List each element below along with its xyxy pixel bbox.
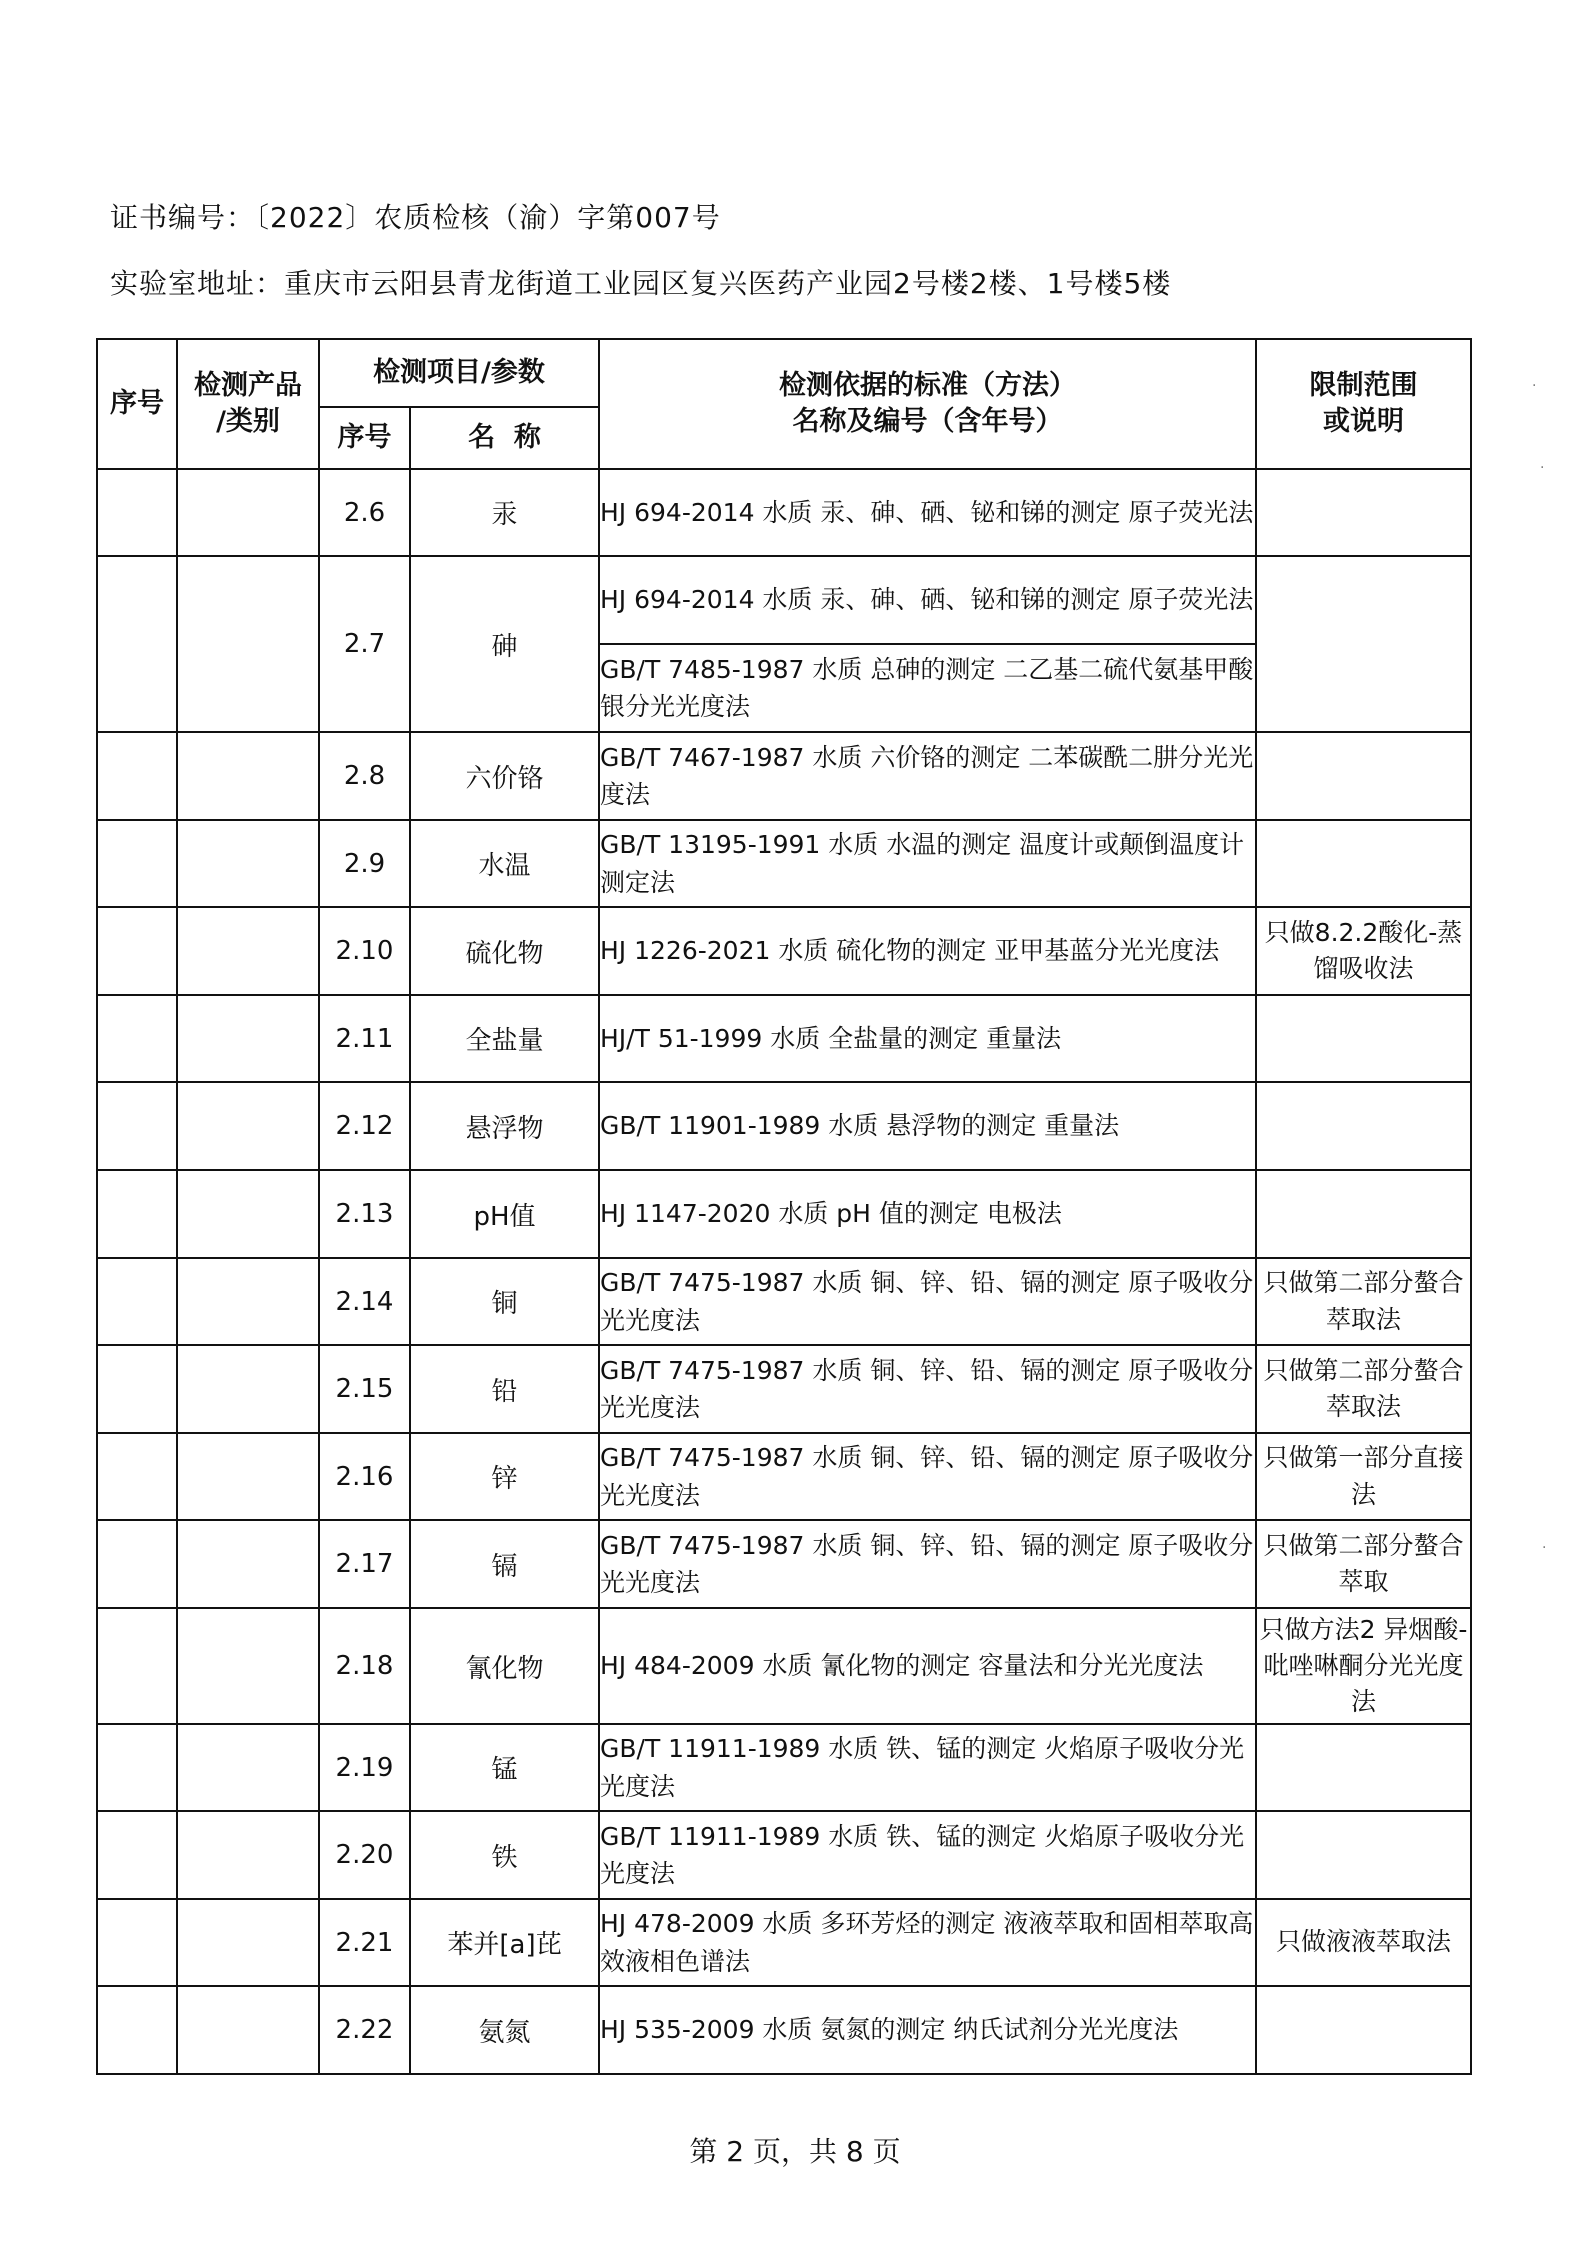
cell-item-name: 全盐量 xyxy=(410,995,599,1082)
cell-product xyxy=(177,469,319,556)
cell-serial xyxy=(97,469,177,556)
cell-serial xyxy=(97,1811,177,1899)
header-item-name: 名 称 xyxy=(410,407,599,469)
cell-item-name: 硫化物 xyxy=(410,907,599,995)
table-row xyxy=(97,1433,1471,1520)
cell-product xyxy=(177,732,319,820)
table-row xyxy=(97,820,1471,907)
certificate-number-value: 〔2022〕农质检核（渝）字第007号 xyxy=(255,201,721,234)
cell-item-name: 锰 xyxy=(410,1724,599,1811)
table-row xyxy=(97,1082,1471,1170)
cell-serial xyxy=(97,1433,177,1520)
cell-item-no: 2.6 xyxy=(319,469,410,556)
cell-item-name: 氰化物 xyxy=(410,1608,599,1724)
header-product-category xyxy=(177,339,319,469)
cell-item-no: 2.17 xyxy=(319,1520,410,1608)
cell-standard: HJ 694-2014 水质 汞、砷、硒、铋和锑的测定 原子荧光法 xyxy=(599,556,1256,644)
header-limit-line2: 或说明 xyxy=(1323,406,1404,437)
cell-serial xyxy=(97,1986,177,2074)
cell-item-name: 砷 xyxy=(410,556,599,732)
cell-product xyxy=(177,1170,319,1258)
cell-standard: GB/T 7467-1987 水质 六价铬的测定 二苯碳酰二肼分光光度法 xyxy=(599,732,1256,820)
cell-limit xyxy=(1256,732,1471,820)
cell-standard: HJ 1226-2021 水质 硫化物的测定 亚甲基蓝分光光度法 xyxy=(599,907,1256,995)
table-row xyxy=(97,1899,1471,1986)
table-row xyxy=(97,995,1471,1082)
cell-product xyxy=(177,1899,319,1986)
cell-standard: GB/T 7475-1987 水质 铜、锌、铅、镉的测定 原子吸收分光光度法 xyxy=(599,1345,1256,1433)
cell-limit: 只做8.2.2酸化-蒸馏吸收法 xyxy=(1256,907,1471,995)
table-row xyxy=(97,1345,1471,1433)
cell-limit xyxy=(1256,469,1471,556)
cell-item-name: 悬浮物 xyxy=(410,1082,599,1170)
cell-product xyxy=(177,556,319,732)
cell-limit: 只做液液萃取法 xyxy=(1256,1899,1471,1986)
table-row xyxy=(97,1258,1471,1345)
lab-address xyxy=(110,262,1171,302)
cell-limit xyxy=(1256,1170,1471,1258)
cell-product xyxy=(177,1986,319,2074)
cell-product xyxy=(177,820,319,907)
cell-item-no: 2.16 xyxy=(319,1433,410,1520)
header-standard-line1: 检测依据的标准（方法） xyxy=(779,369,1076,401)
cell-product xyxy=(177,995,319,1082)
cell-serial xyxy=(97,995,177,1082)
cell-standard: GB/T 11901-1989 水质 悬浮物的测定 重量法 xyxy=(599,1082,1256,1170)
header-serial: 序号 xyxy=(97,339,177,469)
cell-item-name: 镉 xyxy=(410,1520,599,1608)
cell-item-no: 2.22 xyxy=(319,1986,410,2074)
scan-speck: · xyxy=(1542,1540,1547,1556)
cell-product xyxy=(177,1608,319,1724)
table-row xyxy=(97,1811,1471,1899)
cell-serial xyxy=(97,1724,177,1811)
cell-serial xyxy=(97,1608,177,1724)
cell-limit: 只做方法2 异烟酸-吡唑啉酮分光光度法 xyxy=(1256,1608,1471,1724)
cell-item-name: 汞 xyxy=(410,469,599,556)
cell-item-name: pH值 xyxy=(410,1170,599,1258)
cell-serial xyxy=(97,732,177,820)
table-body xyxy=(97,469,1471,2074)
cell-item-no: 2.11 xyxy=(319,995,410,1082)
certificate-number-label: 证书编号： xyxy=(110,201,256,234)
cell-limit xyxy=(1256,995,1471,1082)
cell-item-no: 2.13 xyxy=(319,1170,410,1258)
header-standard-line2: 名称及编号（含年号） xyxy=(792,406,1063,437)
cell-item-no: 2.20 xyxy=(319,1811,410,1899)
cell-standard: HJ/T 51-1999 水质 全盐量的测定 重量法 xyxy=(599,995,1256,1082)
cell-standard: GB/T 7475-1987 水质 铜、锌、铅、镉的测定 原子吸收分光光度法 xyxy=(599,1258,1256,1345)
table-row xyxy=(97,1520,1471,1608)
cell-standard: HJ 1147-2020 水质 pH 值的测定 电极法 xyxy=(599,1170,1256,1258)
header-standard xyxy=(599,339,1256,469)
cell-standard: HJ 535-2009 水质 氨氮的测定 纳氏试剂分光光度法 xyxy=(599,1986,1256,2074)
table-row xyxy=(97,1170,1471,1258)
cell-item-no: 2.9 xyxy=(319,820,410,907)
cell-serial xyxy=(97,1170,177,1258)
cell-product xyxy=(177,907,319,995)
scan-speck: · xyxy=(1540,460,1545,476)
header-limit xyxy=(1256,339,1471,469)
cell-item-no: 2.19 xyxy=(319,1724,410,1811)
scope-table xyxy=(96,338,1472,2075)
cell-item-no: 2.12 xyxy=(319,1082,410,1170)
cell-item-no: 2.18 xyxy=(319,1608,410,1724)
table-row xyxy=(97,1608,1471,1724)
cell-item-no: 2.10 xyxy=(319,907,410,995)
cell-item-no: 2.7 xyxy=(319,556,410,732)
cell-serial xyxy=(97,1520,177,1608)
header-product-line1: 检测产品 xyxy=(194,369,302,401)
cell-limit xyxy=(1256,556,1471,732)
cell-standard: HJ 484-2009 水质 氰化物的测定 容量法和分光光度法 xyxy=(599,1608,1256,1724)
table-row xyxy=(97,469,1471,556)
page-footer: 第 2 页，共 8 页 xyxy=(689,2135,901,2168)
cell-item-name: 六价铬 xyxy=(410,732,599,820)
cell-item-no: 2.14 xyxy=(319,1258,410,1345)
cell-standard: GB/T 11911-1989 水质 铁、锰的测定 火焰原子吸收分光光度法 xyxy=(599,1724,1256,1811)
cell-item-name: 苯并[a]芘 xyxy=(410,1899,599,1986)
cell-limit xyxy=(1256,1724,1471,1811)
cell-serial xyxy=(97,907,177,995)
cell-product xyxy=(177,1520,319,1608)
cell-item-no: 2.21 xyxy=(319,1899,410,1986)
header-limit-line1: 限制范围 xyxy=(1309,369,1418,401)
table-header xyxy=(97,339,1471,469)
cell-product xyxy=(177,1258,319,1345)
cell-standard: HJ 694-2014 水质 汞、砷、硒、铋和锑的测定 原子荧光法 xyxy=(599,469,1256,556)
cell-product xyxy=(177,1345,319,1433)
lab-address-label: 实验室地址： xyxy=(110,267,285,300)
cell-limit xyxy=(1256,1811,1471,1899)
cell-product xyxy=(177,1433,319,1520)
cell-serial xyxy=(97,820,177,907)
table-row xyxy=(97,732,1471,820)
cell-standard: GB/T 7475-1987 水质 铜、锌、铅、镉的测定 原子吸收分光光度法 xyxy=(599,1520,1256,1608)
header-product-line2: /类别 xyxy=(216,406,280,437)
cell-limit xyxy=(1256,820,1471,907)
cell-limit: 只做第一部分直接法 xyxy=(1256,1433,1471,1520)
cell-serial xyxy=(97,1258,177,1345)
cell-limit xyxy=(1256,1986,1471,2074)
cell-item-name: 铜 xyxy=(410,1258,599,1345)
cell-item-name: 铅 xyxy=(410,1345,599,1433)
cell-standard: HJ 478-2009 水质 多环芳烃的测定 液液萃取和固相萃取高效液相色谱法 xyxy=(599,1899,1256,1986)
cell-serial xyxy=(97,556,177,732)
cell-item-name: 氨氮 xyxy=(410,1986,599,2074)
header-item-group: 检测项目/参数 xyxy=(319,339,599,407)
certificate-number xyxy=(110,196,721,236)
table-row xyxy=(97,1724,1471,1811)
lab-address-value: 重庆市云阳县青龙街道工业园区复兴医药产业园2号楼2楼、1号楼5楼 xyxy=(284,267,1172,300)
table-row xyxy=(97,907,1471,995)
cell-product xyxy=(177,1811,319,1899)
cell-limit: 只做第二部分螯合萃取 xyxy=(1256,1520,1471,1608)
cell-item-name: 水温 xyxy=(410,820,599,907)
cell-standard: GB/T 13195-1991 水质 水温的测定 温度计或颠倒温度计测定法 xyxy=(599,820,1256,907)
cell-product xyxy=(177,1724,319,1811)
cell-limit: 只做第二部分螯合萃取法 xyxy=(1256,1345,1471,1433)
cell-product xyxy=(177,1082,319,1170)
header-item-no: 序号 xyxy=(319,407,410,469)
scan-speck: · xyxy=(1532,378,1537,394)
cell-serial xyxy=(97,1899,177,1986)
cell-item-name: 锌 xyxy=(410,1433,599,1520)
cell-standard: GB/T 11911-1989 水质 铁、锰的测定 火焰原子吸收分光光度法 xyxy=(599,1811,1256,1899)
cell-limit xyxy=(1256,1082,1471,1170)
cell-standard: GB/T 7475-1987 水质 铜、锌、铅、镉的测定 原子吸收分光光度法 xyxy=(599,1433,1256,1520)
cell-serial xyxy=(97,1082,177,1170)
table-row xyxy=(97,556,1471,644)
cell-serial xyxy=(97,1345,177,1433)
cell-item-name: 铁 xyxy=(410,1811,599,1899)
cell-limit: 只做第二部分螯合萃取法 xyxy=(1256,1258,1471,1345)
cell-item-no: 2.15 xyxy=(319,1345,410,1433)
cell-standard: GB/T 7485-1987 水质 总砷的测定 二乙基二硫代氨基甲酸银分光光度法 xyxy=(599,644,1256,732)
table-row xyxy=(97,1986,1471,2074)
cell-item-no: 2.8 xyxy=(319,732,410,820)
